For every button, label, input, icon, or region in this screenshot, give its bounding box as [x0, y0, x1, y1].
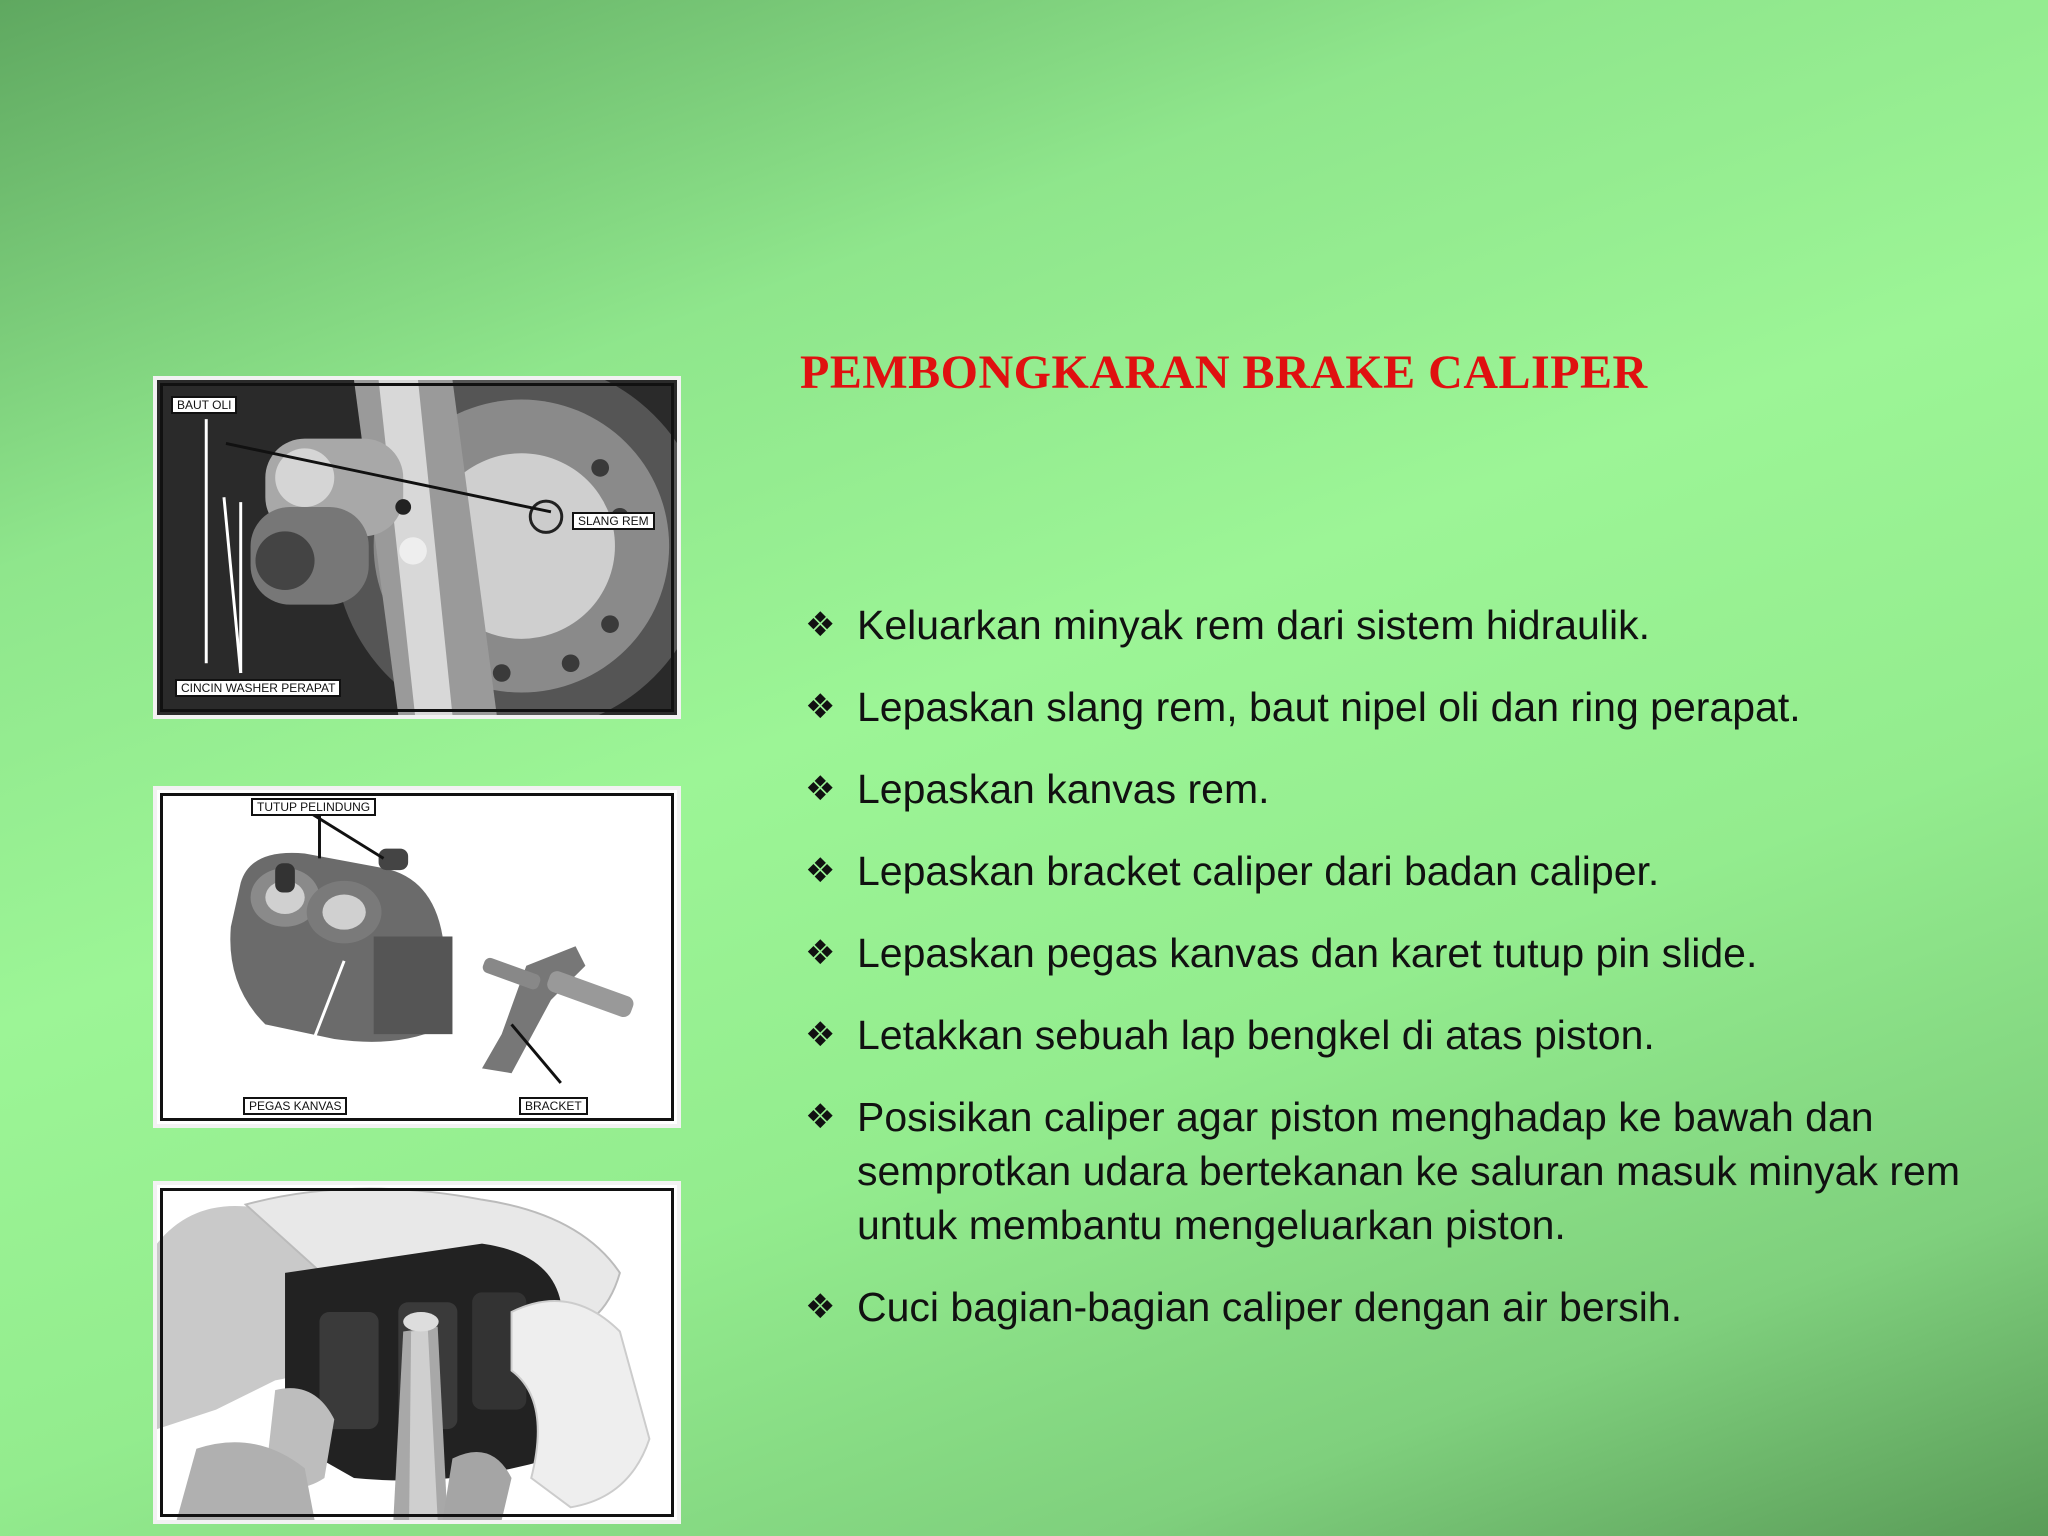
brake-caliper-mounted-illustration — [157, 380, 677, 715]
step-text: Cuci bagian-bagian caliper dengan air bersih. — [857, 1284, 1683, 1330]
label-bracket: BRACKET — [519, 1097, 588, 1115]
step-item — [805, 1008, 2005, 1062]
label-pegas-kanvas: PEGAS KANVAS — [243, 1097, 347, 1115]
four-diamond-bullet-icon: ❖ — [805, 1015, 836, 1055]
caliper-parts-illustration — [157, 790, 677, 1124]
piston-removal-photo — [153, 1181, 681, 1524]
four-diamond-bullet-icon: ❖ — [805, 851, 836, 891]
four-diamond-bullet-icon: ❖ — [805, 605, 836, 645]
step-item — [805, 680, 2005, 734]
piston-removal-illustration — [157, 1185, 677, 1520]
four-diamond-bullet-icon: ❖ — [805, 933, 836, 973]
steps-list — [805, 598, 2005, 1362]
four-diamond-bullet-icon: ❖ — [805, 687, 836, 727]
step-item — [805, 926, 2005, 980]
slide-title: PEMBONGKARAN BRAKE CALIPER — [800, 346, 1648, 399]
label-baut-oli: BAUT OLI — [171, 396, 237, 414]
four-diamond-bullet-icon: ❖ — [805, 1287, 836, 1327]
brake-caliper-mounted-photo — [153, 376, 681, 719]
label-slang-rem: SLANG REM — [572, 512, 655, 530]
step-item — [805, 844, 2005, 898]
step-text: Lepaskan bracket caliper dari badan caliper. — [857, 848, 1660, 894]
step-item — [805, 1090, 2005, 1252]
step-text: Lepaskan slang rem, baut nipel oli dan ring perapat. — [857, 684, 1801, 730]
step-item — [805, 598, 2005, 652]
step-text: Posisikan caliper agar piston menghadap ke bawah dan semprotkan udara bertekanan ke saluran masuk minyak rem untuk membantu mengeluarkan piston. — [857, 1094, 1960, 1248]
label-cincin-washer-perapat: CINCIN WASHER PERAPAT — [175, 679, 341, 697]
caliper-parts-photo — [153, 786, 681, 1128]
step-item — [805, 1280, 2005, 1334]
step-text: Letakkan sebuah lap bengkel di atas piston. — [857, 1012, 1655, 1058]
step-text: Lepaskan kanvas rem. — [857, 766, 1270, 812]
step-item — [805, 762, 2005, 816]
step-text: Keluarkan minyak rem dari sistem hidraulik. — [857, 602, 1650, 648]
label-tutup-pelindung: TUTUP PELINDUNG — [251, 798, 376, 816]
step-text: Lepaskan pegas kanvas dan karet tutup pin slide. — [857, 930, 1758, 976]
four-diamond-bullet-icon: ❖ — [805, 769, 836, 809]
four-diamond-bullet-icon: ❖ — [805, 1097, 836, 1137]
